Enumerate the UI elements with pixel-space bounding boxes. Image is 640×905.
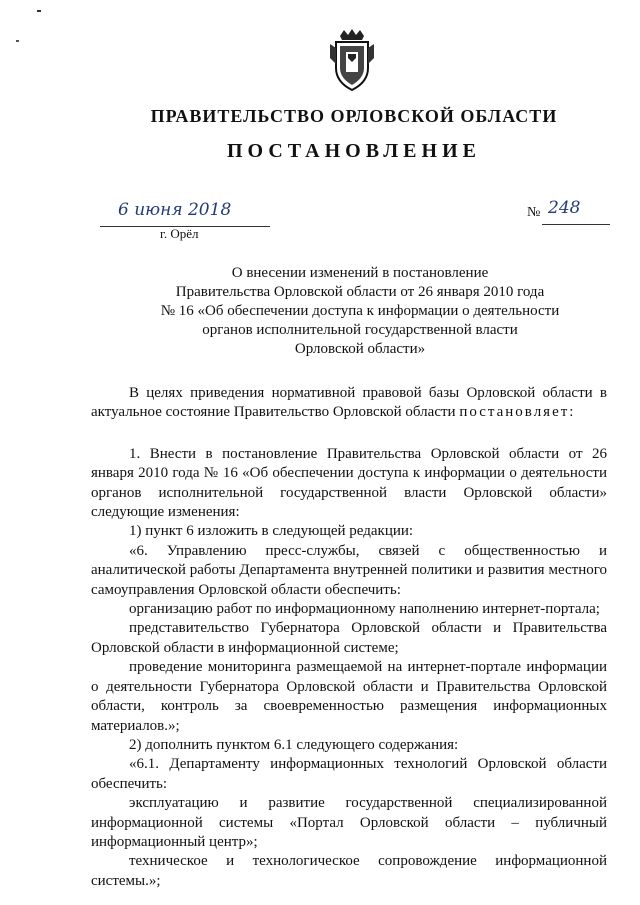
subject-line: № 16 «Об обеспечении доступа к информации о деятельности bbox=[160, 303, 560, 319]
scan-mark bbox=[37, 10, 41, 12]
subitem-1: 1) пункт 6 изложить в следующей редакции: bbox=[129, 523, 414, 540]
handwritten-number: 248 bbox=[548, 198, 581, 218]
item-1: 1. Внести в постановление Правительства Орловской области от 26 января 2010 года № 16 «Об обеспечении доступа к информации о деятельности органов исполнительной государственной власти Орловской области» следующие изменения: bbox=[91, 445, 607, 521]
paragraph-6-1-a: эксплуатацию и развитие государственной специализированной информационной системы «Портал Орловской области – публичный информационный центр»; bbox=[91, 795, 607, 850]
scan-mark bbox=[16, 40, 19, 42]
coat-of-arms-icon bbox=[326, 28, 378, 92]
document-subject bbox=[120, 264, 600, 359]
preamble bbox=[91, 384, 607, 423]
subitem-2: 2) дополнить пунктом 6.1 следующего содержания: bbox=[129, 736, 459, 753]
subject-line: органов исполнительной государственной власти bbox=[202, 322, 518, 338]
subject-line: Правительства Орловской области от 26 января 2010 года bbox=[175, 284, 545, 300]
document-body bbox=[91, 384, 607, 891]
paragraph-6: «6. Управлению пресс-службы, связей с общественностью и аналитической работы Департамента внутренней политики и развития местного самоуправления Орловской области обеспечить: bbox=[91, 542, 607, 598]
number-label: № bbox=[527, 205, 541, 220]
subject-line: О внесении изменений в постановление bbox=[231, 265, 489, 281]
city: г. Орёл bbox=[160, 226, 199, 241]
paragraph-6-b: представительство Губернатора Орловской области и Правительства Орловской области в информационной системе; bbox=[91, 620, 607, 656]
government-title: ПРАВИТЕЛЬСТВО ОРЛОВСКОЙ ОБЛАСТИ bbox=[150, 106, 558, 126]
paragraph-6-1-b: техническое и технологическое сопровождение информационной системы.»; bbox=[91, 853, 607, 889]
paragraph-6-a: организацию работ по информационному наполнению интернет-портала; bbox=[129, 601, 600, 618]
subject-line: Орловской области» bbox=[294, 341, 426, 357]
preamble-verb: постановляет: bbox=[459, 404, 576, 421]
handwritten-date: 6 июня 2018 bbox=[118, 200, 232, 220]
preamble-text: В целях приведения нормативной правовой базы Орловской области в актуальное состояние Правительство Орловской области bbox=[91, 385, 607, 421]
paragraph-6-1: «6.1. Департаменту информационных технологий Орловской области обеспечить: bbox=[91, 756, 607, 792]
paragraph-6-c: проведение мониторинга размещаемой на интернет-портале информации о деятельности Губернатора Орловской области и Правительства Орловской области, контроль за своевременностью размещения информационных материалов.»; bbox=[91, 659, 607, 734]
document-type: ПОСТАНОВЛЕНИЕ bbox=[227, 140, 481, 162]
